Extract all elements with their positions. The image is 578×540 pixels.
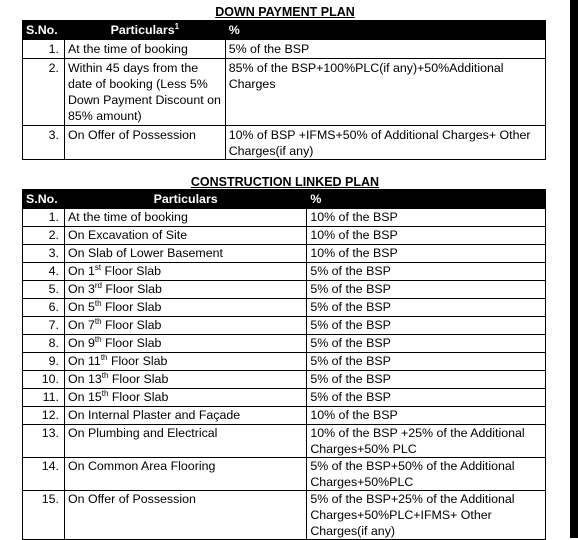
row-percent: 10% of the BSP bbox=[307, 227, 546, 245]
table-row bbox=[23, 209, 546, 227]
particular-text-suffix: Floor Slab bbox=[101, 336, 162, 350]
particular-text: On Common Area Flooring bbox=[67, 459, 216, 473]
row-number: 12. bbox=[23, 407, 65, 425]
row-particular bbox=[64, 281, 306, 299]
row-number: 3. bbox=[23, 126, 65, 160]
row-particular bbox=[64, 227, 306, 245]
ordinal-suffix: th bbox=[94, 317, 102, 326]
ordinal-suffix: st bbox=[94, 263, 102, 272]
table-row bbox=[23, 371, 546, 389]
ordinal-suffix: th bbox=[100, 353, 108, 362]
row-percent: 10% of the BSP bbox=[307, 407, 546, 425]
table-row bbox=[23, 335, 546, 353]
row-number: 5. bbox=[23, 281, 65, 299]
table-row bbox=[23, 126, 546, 160]
row-percent: 5% of the BSP bbox=[307, 389, 546, 407]
row-particular: Within 45 days from the date of booking (Less 5% Down Payment Discount on 85% amount) bbox=[64, 59, 225, 126]
row-percent: 5% of the BSP bbox=[307, 335, 546, 353]
row-number: 13. bbox=[23, 425, 65, 458]
table-row bbox=[23, 458, 546, 491]
row-particular bbox=[64, 491, 306, 540]
row-number: 2. bbox=[23, 59, 65, 126]
table-row bbox=[23, 299, 546, 317]
row-percent: 10% of the BSP bbox=[307, 245, 546, 263]
table-row bbox=[23, 353, 546, 371]
percent-header: % bbox=[307, 190, 546, 209]
table-row bbox=[23, 227, 546, 245]
row-particular bbox=[64, 335, 306, 353]
particular-text: On Internal Plaster and Façade bbox=[67, 408, 241, 422]
particular-text-suffix: Floor Slab bbox=[107, 354, 168, 368]
row-particular: On Offer of Possession bbox=[64, 126, 225, 160]
row-number: 8. bbox=[23, 335, 65, 353]
table-row bbox=[23, 263, 546, 281]
row-number: 1. bbox=[23, 209, 65, 227]
row-percent: 5% of the BSP bbox=[307, 281, 546, 299]
row-particular bbox=[64, 317, 306, 335]
particulars-header bbox=[64, 21, 225, 40]
table-header-row bbox=[23, 190, 546, 209]
table-row bbox=[23, 407, 546, 425]
row-percent: 5% of the BSP bbox=[307, 371, 546, 389]
row-number: 9. bbox=[23, 353, 65, 371]
row-number: 1. bbox=[23, 40, 65, 59]
row-number: 15. bbox=[23, 491, 65, 540]
row-particular bbox=[64, 425, 306, 458]
construction-linked-table bbox=[22, 189, 546, 540]
down-payment-table bbox=[22, 20, 546, 160]
sno-header: S.No. bbox=[23, 190, 65, 209]
row-number: 11. bbox=[23, 389, 65, 407]
particular-text: On 1 bbox=[67, 264, 95, 278]
ordinal-suffix: rd bbox=[94, 281, 102, 290]
ordinal-suffix: th bbox=[101, 371, 109, 380]
row-number: 4. bbox=[23, 263, 65, 281]
particular-text: On Offer of Possession bbox=[67, 492, 196, 506]
table-row bbox=[23, 425, 546, 458]
row-number: 2. bbox=[23, 227, 65, 245]
row-number: 10. bbox=[23, 371, 65, 389]
table-row bbox=[23, 281, 546, 299]
row-particular bbox=[64, 353, 306, 371]
row-particular bbox=[64, 299, 306, 317]
row-particular bbox=[64, 407, 306, 425]
row-percent: 5% of the BSP bbox=[307, 263, 546, 281]
ordinal-suffix: th bbox=[94, 299, 102, 308]
row-percent: 5% of the BSP bbox=[307, 353, 546, 371]
row-particular bbox=[64, 371, 306, 389]
row-number: 3. bbox=[23, 245, 65, 263]
row-percent: 5% of the BSP+25% of the Additional Charges+50%PLC+IFMS+ Other Charges(if any) bbox=[307, 491, 546, 540]
particular-text-suffix: Floor Slab bbox=[101, 300, 162, 314]
row-particular bbox=[64, 389, 306, 407]
row-percent: 5% of the BSP+50% of the Additional Charges+50%PLC bbox=[307, 458, 546, 491]
row-particular bbox=[64, 263, 306, 281]
row-particular bbox=[64, 209, 306, 227]
particular-text: On 13 bbox=[67, 372, 102, 386]
row-number: 14. bbox=[23, 458, 65, 491]
row-percent: 10% of the BSP bbox=[307, 209, 546, 227]
sno-header: S.No. bbox=[23, 21, 65, 40]
particular-text-suffix: Floor Slab bbox=[108, 390, 169, 404]
particulars-header-label: Particulars bbox=[110, 23, 175, 37]
row-percent: 5% of the BSP bbox=[307, 299, 546, 317]
table-row bbox=[23, 317, 546, 335]
particular-text-suffix: Floor Slab bbox=[108, 372, 169, 386]
table-row bbox=[23, 40, 546, 59]
row-percent: 5% of the BSP bbox=[225, 40, 545, 59]
row-particular: At the time of booking bbox=[64, 40, 225, 59]
row-particular bbox=[64, 245, 306, 263]
footnote-marker: 1 bbox=[174, 22, 180, 31]
particular-text-suffix: Floor Slab bbox=[101, 264, 162, 278]
particular-text: On Slab of Lower Basement bbox=[67, 246, 223, 260]
table-row bbox=[23, 59, 546, 126]
ordinal-suffix: th bbox=[94, 335, 102, 344]
particular-text: On 5 bbox=[67, 300, 95, 314]
table-row bbox=[23, 491, 546, 540]
table-row bbox=[23, 245, 546, 263]
particular-text: At the time of booking bbox=[67, 210, 188, 224]
construction-linked-title: CONSTRUCTION LINKED PLAN bbox=[190, 175, 380, 189]
row-particular bbox=[64, 458, 306, 491]
row-percent: 10% of the BSP +25% of the Additional Charges+50% PLC bbox=[307, 425, 546, 458]
particular-text: On 3 bbox=[67, 282, 95, 296]
down-payment-title: DOWN PAYMENT PLAN bbox=[215, 5, 355, 19]
row-percent: 10% of BSP +IFMS+50% of Additional Charges+ Other Charges(if any) bbox=[225, 126, 545, 160]
row-number: 6. bbox=[23, 299, 65, 317]
particular-text: On 11 bbox=[67, 354, 101, 368]
ordinal-suffix: th bbox=[101, 389, 109, 398]
particular-text: On 15 bbox=[67, 390, 102, 404]
particular-text-suffix: Floor Slab bbox=[101, 318, 162, 332]
row-percent: 85% of the BSP+100%PLC(if any)+50%Additional Charges bbox=[225, 59, 545, 126]
particular-text-suffix: Floor Slab bbox=[101, 282, 162, 296]
page-edge-bar bbox=[570, 0, 578, 538]
table-header-row bbox=[23, 21, 546, 40]
particulars-header: Particulars bbox=[64, 190, 306, 209]
particular-text: On Plumbing and Electrical bbox=[67, 426, 218, 440]
row-number: 7. bbox=[23, 317, 65, 335]
percent-header: % bbox=[225, 21, 545, 40]
particular-text: On Excavation of Site bbox=[67, 228, 188, 242]
table-row bbox=[23, 389, 546, 407]
particular-text: On 7 bbox=[67, 318, 95, 332]
particular-text: On 9 bbox=[67, 336, 95, 350]
row-percent: 5% of the BSP bbox=[307, 317, 546, 335]
